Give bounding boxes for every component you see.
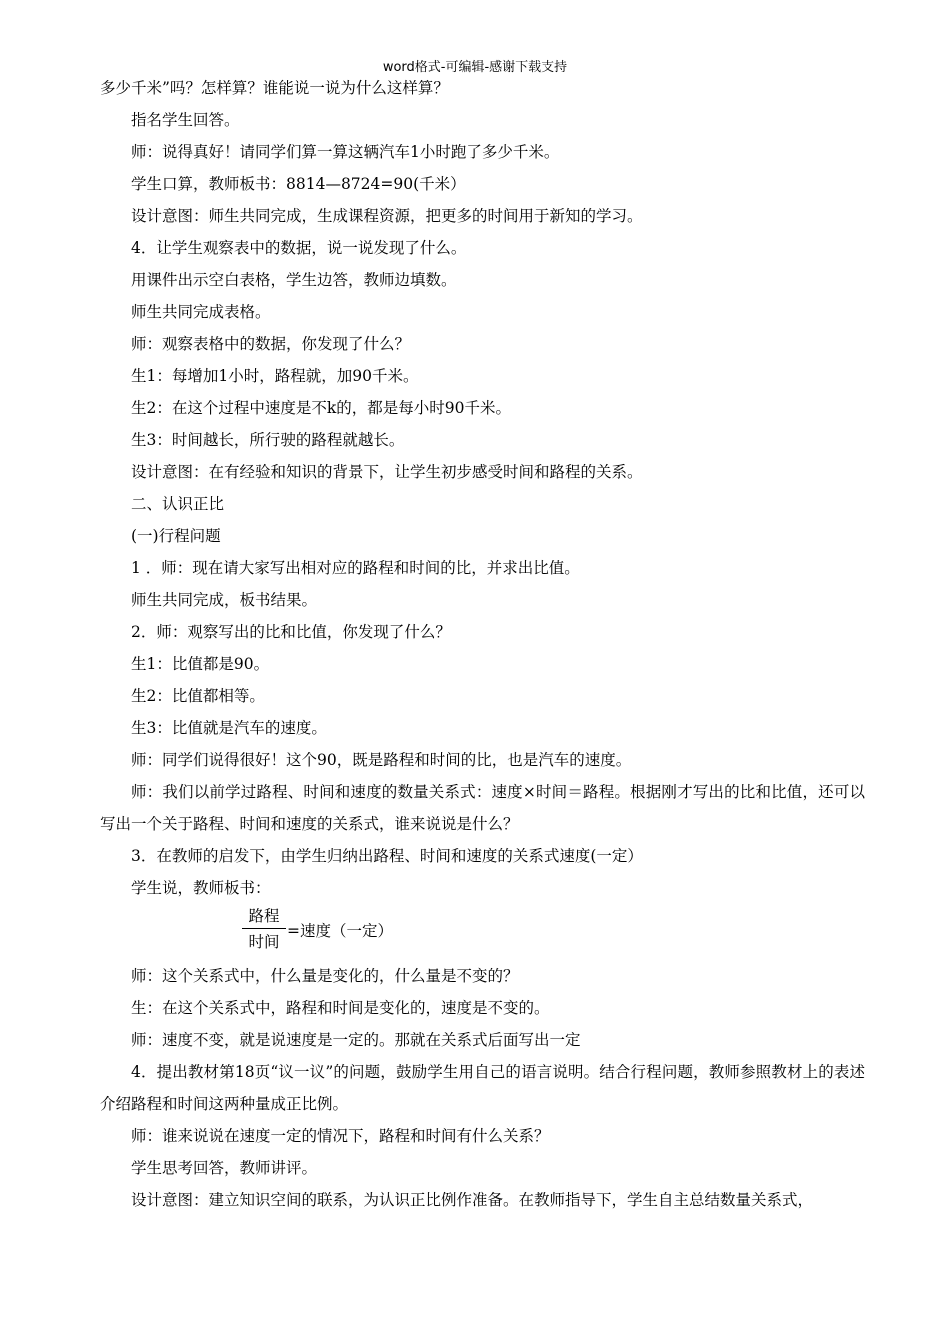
- formula-rest: =速度（一定）: [287, 922, 393, 940]
- paragraph: 设计意图：师生共同完成，生成课程资源，把更多的时间用于新知的学习。: [131, 207, 643, 225]
- paragraph: 师：观察表格中的数据，你发现了什么？: [131, 335, 411, 353]
- fraction-numerator: 路程: [242, 904, 286, 929]
- paragraph: 师：说得真好！请同学们算一算这辆汽车1小时跑了多少千米。: [131, 143, 560, 161]
- paragraph: 师生共同完成，板书结果。: [131, 591, 318, 609]
- paragraph: 生：在这个关系式中，路程和时间是变化的，速度是不变的。: [131, 999, 550, 1017]
- paragraph: 4．提出教材第18页“议一议”的问题，鼓励学生用自己的语言说明。结合行程问题，教师参照教材上的表述介绍路程和时间这两种量成正比例。: [100, 1063, 865, 1113]
- paragraph: 学生口算，教师板书：8814—8724=90(千米）: [131, 175, 466, 193]
- paragraph: 师：我们以前学过路程、时间和速度的数量关系式：速度×时间＝路程。根据刚才写出的比和比值，还可以写出一个关于路程、时间和速度的关系式，谁来说说是什么？: [100, 783, 865, 833]
- paragraph: 师：谁来说说在速度一定的情况下，路程和时间有什么关系？: [131, 1127, 550, 1145]
- paragraph: 3．在教师的启发下，由学生归纳出路程、时间和速度的关系式速度(一定）: [131, 847, 643, 865]
- paragraph: 设计意图：建立知识空间的联系，为认识正比例作准备。在教师指导下，学生自主总结数量关系式，: [131, 1191, 814, 1209]
- page-header: word格式-可编辑-感谢下载支持: [382, 60, 568, 75]
- paragraph: 师：这个关系式中，什么量是变化的，什么量是不变的？: [131, 967, 519, 985]
- paragraph: 1 ．师：现在请大家写出相对应的路程和时间的比，并求出比值。: [131, 559, 580, 577]
- formula: [242, 904, 865, 960]
- paragraph: 用课件出示空白表格，学生边答，教师边填数。: [131, 271, 457, 289]
- fraction-denominator: 时间: [248, 933, 280, 951]
- paragraph: 生1：比值都是90。: [131, 655, 270, 673]
- paragraph: 师：同学们说得很好！这个90，既是路程和时间的比，也是汽车的速度。: [131, 751, 632, 769]
- paragraph: 生2：在这个过程中速度是不k的，都是每小时90千米。: [131, 399, 511, 417]
- paragraph: 生3：时间越长，所行驶的路程就越长。: [131, 431, 405, 449]
- paragraph: 生1：每增加1小时，路程就，加90千米。: [131, 367, 419, 385]
- paragraph: 师：速度不变，就是说速度是一定的。那就在关系式后面写出一定: [131, 1031, 581, 1049]
- paragraph: 2．师：观察写出的比和比值，你发现了什么？: [131, 623, 451, 641]
- document-body: [100, 72, 865, 1216]
- paragraph: 生2：比值都相等。: [131, 687, 265, 705]
- subsection-heading: (一)行程问题: [131, 527, 221, 545]
- paragraph: 学生说，教师板书：: [131, 879, 271, 897]
- paragraph: 生3：比值就是汽车的速度。: [131, 719, 327, 737]
- section-heading: 二、认识正比: [131, 495, 225, 513]
- paragraph: 4．让学生观察表中的数据，说一说发现了什么。: [131, 239, 467, 257]
- paragraph: 师生共同完成表格。: [131, 303, 271, 321]
- paragraph: 指名学生回答。: [131, 111, 240, 129]
- fraction: [242, 904, 286, 955]
- paragraph: 设计意图：在有经验和知识的背景下，让学生初步感受时间和路程的关系。: [131, 463, 643, 481]
- paragraph: 学生思考回答，教师讲评。: [131, 1159, 318, 1177]
- paragraph: 多少千米”吗？怎样算？谁能说一说为什么这样算？: [100, 79, 449, 97]
